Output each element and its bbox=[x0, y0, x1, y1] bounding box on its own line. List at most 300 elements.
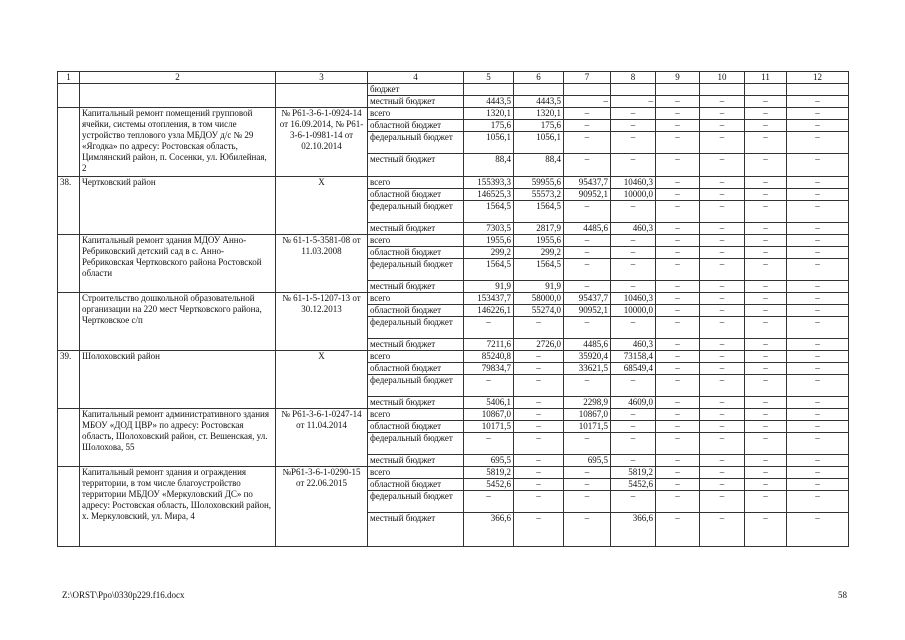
value-cell: – bbox=[700, 305, 745, 317]
document-cell bbox=[276, 84, 368, 108]
value-cell: 695,5 bbox=[464, 455, 514, 467]
table-row bbox=[58, 235, 849, 247]
header-col-1: 1 bbox=[58, 72, 80, 84]
object-description: Капитальный ремонт здания и ограждения территории, в том числе благоустройство территории МБДОУ «Меркуловский ДС» по адресу: Ростовская область, Шолоховский район, х. Меркуловский, ул. Мира, 4 bbox=[80, 467, 276, 547]
value-cell: – bbox=[656, 351, 700, 363]
value-cell: – bbox=[514, 317, 564, 339]
header-col-7: 7 bbox=[564, 72, 611, 84]
table-row bbox=[58, 108, 849, 120]
value-cell: – bbox=[611, 491, 656, 513]
value-cell: 1320,1 bbox=[514, 108, 564, 120]
value-cell: – bbox=[564, 96, 611, 108]
value-cell: – bbox=[464, 491, 514, 513]
value-cell: – bbox=[745, 363, 787, 375]
value-cell: – bbox=[564, 235, 611, 247]
value-cell: – bbox=[564, 259, 611, 281]
value-cell: – bbox=[514, 363, 564, 375]
value-cell: – bbox=[745, 375, 787, 397]
value-cell: – bbox=[464, 317, 514, 339]
funding-source: федеральный бюджет bbox=[368, 375, 464, 397]
value-cell: – bbox=[787, 467, 849, 479]
value-cell: – bbox=[700, 96, 745, 108]
value-cell: – bbox=[564, 108, 611, 120]
value-cell: – bbox=[611, 235, 656, 247]
value-cell bbox=[656, 84, 700, 96]
funding-source: местный бюджет bbox=[368, 154, 464, 177]
value-cell: 175,6 bbox=[464, 120, 514, 132]
row-number-cell: 38. bbox=[58, 177, 80, 235]
value-cell: – bbox=[656, 375, 700, 397]
value-cell: – bbox=[787, 409, 849, 421]
value-cell: – bbox=[745, 201, 787, 223]
value-cell: – bbox=[700, 317, 745, 339]
value-cell: 91,9 bbox=[464, 281, 514, 293]
value-cell: – bbox=[787, 317, 849, 339]
value-cell: – bbox=[700, 363, 745, 375]
value-cell: – bbox=[611, 317, 656, 339]
header-col-11: 11 bbox=[745, 72, 787, 84]
value-cell: – bbox=[700, 467, 745, 479]
value-cell: – bbox=[564, 433, 611, 455]
value-cell: – bbox=[787, 108, 849, 120]
value-cell: 10867,0 bbox=[464, 409, 514, 421]
value-cell: – bbox=[611, 247, 656, 259]
value-cell: 58000,0 bbox=[514, 293, 564, 305]
header-col-10: 10 bbox=[700, 72, 745, 84]
value-cell: 299,2 bbox=[514, 247, 564, 259]
value-cell: 55573,2 bbox=[514, 189, 564, 201]
value-cell: 1564,5 bbox=[514, 259, 564, 281]
value-cell: 5819,2 bbox=[611, 467, 656, 479]
value-cell: 4443,5 bbox=[514, 96, 564, 108]
value-cell: 73158,4 bbox=[611, 351, 656, 363]
value-cell: – bbox=[745, 433, 787, 455]
value-cell: 1564,5 bbox=[514, 201, 564, 223]
object-description: Капитальный ремонт здания МДОУ Анно-Ребриковский детский сад в с. Анно-Ребриковская Чертковского района Ростовской области bbox=[80, 235, 276, 293]
table-row bbox=[58, 84, 849, 96]
value-cell: 90952,1 bbox=[564, 189, 611, 201]
table-row bbox=[58, 177, 849, 189]
value-cell: – bbox=[514, 375, 564, 397]
value-cell: – bbox=[745, 479, 787, 491]
value-cell: – bbox=[700, 455, 745, 467]
value-cell: 35920,4 bbox=[564, 351, 611, 363]
budget-table bbox=[57, 71, 849, 547]
table-row bbox=[58, 467, 849, 479]
funding-source: местный бюджет bbox=[368, 455, 464, 467]
value-cell: – bbox=[656, 467, 700, 479]
value-cell: – bbox=[700, 409, 745, 421]
value-cell: 1056,1 bbox=[464, 132, 514, 154]
value-cell: – bbox=[656, 154, 700, 177]
header-col-8: 8 bbox=[611, 72, 656, 84]
funding-source: местный бюджет bbox=[368, 223, 464, 235]
funding-source: областной бюджет bbox=[368, 305, 464, 317]
value-cell: – bbox=[564, 317, 611, 339]
value-cell: 5452,6 bbox=[464, 479, 514, 491]
value-cell: – bbox=[514, 513, 564, 547]
value-cell: – bbox=[656, 201, 700, 223]
value-cell: – bbox=[745, 293, 787, 305]
value-cell: 1564,5 bbox=[464, 201, 514, 223]
value-cell bbox=[564, 84, 611, 96]
funding-source: местный бюджет bbox=[368, 281, 464, 293]
value-cell: – bbox=[745, 305, 787, 317]
value-cell: – bbox=[745, 247, 787, 259]
value-cell: – bbox=[514, 397, 564, 409]
value-cell: 4443,5 bbox=[464, 96, 514, 108]
row-number-cell bbox=[58, 235, 80, 293]
value-cell: – bbox=[564, 120, 611, 132]
funding-source: областной бюджет bbox=[368, 120, 464, 132]
value-cell bbox=[611, 84, 656, 96]
value-cell: 88,4 bbox=[514, 154, 564, 177]
value-cell: – bbox=[656, 491, 700, 513]
funding-source: всего bbox=[368, 108, 464, 120]
footer-file-path: Z:\ORST\Ppo\0330p229.f16.docx bbox=[62, 590, 185, 600]
value-cell: – bbox=[700, 421, 745, 433]
value-cell: 95437,7 bbox=[564, 293, 611, 305]
funding-source: федеральный бюджет bbox=[368, 201, 464, 223]
funding-source: федеральный бюджет bbox=[368, 491, 464, 513]
object-description: Капитальный ремонт административного здания МБОУ «ДОД ЦВР» по адресу: Ростовская область, Шолоховский район, ст. Вешенская, ул. Шолохова, 55 bbox=[80, 409, 276, 467]
value-cell bbox=[700, 84, 745, 96]
value-cell: – bbox=[700, 247, 745, 259]
funding-source: федеральный бюджет bbox=[368, 317, 464, 339]
value-cell: – bbox=[787, 259, 849, 281]
funding-source: всего bbox=[368, 177, 464, 189]
value-cell: 10867,0 bbox=[564, 409, 611, 421]
value-cell: – bbox=[700, 189, 745, 201]
funding-source: местный бюджет bbox=[368, 96, 464, 108]
value-cell: 95437,7 bbox=[564, 177, 611, 189]
value-cell: 7303,5 bbox=[464, 223, 514, 235]
header-col-5: 5 bbox=[464, 72, 514, 84]
value-cell: – bbox=[564, 491, 611, 513]
value-cell: – bbox=[656, 281, 700, 293]
funding-source: всего bbox=[368, 467, 464, 479]
value-cell bbox=[464, 84, 514, 96]
value-cell: 146525,3 bbox=[464, 189, 514, 201]
value-cell: 175,6 bbox=[514, 120, 564, 132]
value-cell: – bbox=[564, 201, 611, 223]
value-cell bbox=[787, 84, 849, 96]
funding-source: всего bbox=[368, 293, 464, 305]
value-cell: 366,6 bbox=[464, 513, 514, 547]
value-cell: 4485,6 bbox=[564, 223, 611, 235]
value-cell: – bbox=[611, 120, 656, 132]
value-cell: – bbox=[514, 479, 564, 491]
funding-source: всего bbox=[368, 409, 464, 421]
value-cell: – bbox=[700, 259, 745, 281]
value-cell: – bbox=[700, 397, 745, 409]
value-cell: – bbox=[700, 154, 745, 177]
value-cell: 4485,6 bbox=[564, 339, 611, 351]
value-cell: 79834,7 bbox=[464, 363, 514, 375]
value-cell: – bbox=[745, 351, 787, 363]
value-cell: 2726,0 bbox=[514, 339, 564, 351]
value-cell: – bbox=[787, 293, 849, 305]
table-row bbox=[58, 409, 849, 421]
value-cell: – bbox=[745, 339, 787, 351]
value-cell bbox=[514, 84, 564, 96]
value-cell: – bbox=[564, 375, 611, 397]
value-cell: – bbox=[656, 247, 700, 259]
value-cell: – bbox=[656, 455, 700, 467]
row-number-cell bbox=[58, 409, 80, 467]
value-cell: – bbox=[745, 223, 787, 235]
value-cell: – bbox=[700, 479, 745, 491]
header-col-4: 4 bbox=[368, 72, 464, 84]
value-cell: 146226,1 bbox=[464, 305, 514, 317]
value-cell: – bbox=[700, 281, 745, 293]
value-cell: – bbox=[745, 513, 787, 547]
value-cell: – bbox=[700, 132, 745, 154]
row-number-cell bbox=[58, 84, 80, 108]
value-cell: – bbox=[656, 513, 700, 547]
value-cell: – bbox=[787, 235, 849, 247]
value-cell: – bbox=[745, 421, 787, 433]
object-description: Капитальный ремонт помещений групповой ячейки, системы отопления, в том числе устройство теплового узла МБДОУ д/с № 29 «Ягодка» по адресу: Ростовская область, Цимлянский район, п. Сосенки, ул. Юбилейная, 2 bbox=[80, 108, 276, 177]
value-cell: 59955,6 bbox=[514, 177, 564, 189]
value-cell: – bbox=[564, 513, 611, 547]
value-cell: 1955,6 bbox=[464, 235, 514, 247]
value-cell: – bbox=[787, 433, 849, 455]
value-cell: – bbox=[656, 305, 700, 317]
document-number: № Р61-3-6-1-0247-14 от 11.04.2014 bbox=[276, 409, 368, 467]
value-cell: – bbox=[700, 339, 745, 351]
value-cell: 2817,9 bbox=[514, 223, 564, 235]
value-cell: – bbox=[745, 397, 787, 409]
value-cell: 10000,0 bbox=[611, 189, 656, 201]
value-cell: 85240,8 bbox=[464, 351, 514, 363]
value-cell: – bbox=[745, 120, 787, 132]
value-cell: – bbox=[656, 479, 700, 491]
value-cell: 10460,3 bbox=[611, 177, 656, 189]
value-cell: – bbox=[745, 491, 787, 513]
row-number-cell bbox=[58, 108, 80, 177]
value-cell: – bbox=[787, 201, 849, 223]
value-cell: – bbox=[656, 339, 700, 351]
value-cell: 695,5 bbox=[564, 455, 611, 467]
value-cell: 10171,5 bbox=[464, 421, 514, 433]
row-number-cell: 39. bbox=[58, 351, 80, 409]
value-cell: – bbox=[611, 108, 656, 120]
value-cell: – bbox=[787, 154, 849, 177]
funding-source: областной бюджет bbox=[368, 479, 464, 491]
value-cell: 460,3 bbox=[611, 339, 656, 351]
value-cell: – bbox=[564, 132, 611, 154]
value-cell: – bbox=[787, 339, 849, 351]
value-cell: – bbox=[656, 397, 700, 409]
value-cell: – bbox=[787, 375, 849, 397]
value-cell: – bbox=[611, 421, 656, 433]
document-number: Х bbox=[276, 177, 368, 235]
value-cell: – bbox=[745, 154, 787, 177]
value-cell: – bbox=[611, 96, 656, 108]
value-cell: – bbox=[514, 351, 564, 363]
value-cell: – bbox=[787, 397, 849, 409]
value-cell: – bbox=[700, 513, 745, 547]
value-cell: – bbox=[611, 259, 656, 281]
value-cell: – bbox=[745, 177, 787, 189]
value-cell: – bbox=[745, 259, 787, 281]
value-cell: – bbox=[787, 132, 849, 154]
value-cell: – bbox=[745, 455, 787, 467]
document-number: Х bbox=[276, 351, 368, 409]
header-col-9: 9 bbox=[656, 72, 700, 84]
value-cell: – bbox=[787, 247, 849, 259]
value-cell: – bbox=[787, 96, 849, 108]
funding-source: областной бюджет bbox=[368, 421, 464, 433]
value-cell: 1320,1 bbox=[464, 108, 514, 120]
value-cell: – bbox=[745, 96, 787, 108]
value-cell: – bbox=[656, 189, 700, 201]
value-cell: 91,9 bbox=[514, 281, 564, 293]
value-cell: 33621,5 bbox=[564, 363, 611, 375]
value-cell: – bbox=[700, 177, 745, 189]
value-cell: 10000,0 bbox=[611, 305, 656, 317]
value-cell: 7211,6 bbox=[464, 339, 514, 351]
value-cell: – bbox=[700, 491, 745, 513]
document-number: № 61-1-5-3581-08 от 11.03.2008 bbox=[276, 235, 368, 293]
value-cell: 5819,2 bbox=[464, 467, 514, 479]
value-cell: – bbox=[700, 235, 745, 247]
value-cell: – bbox=[656, 259, 700, 281]
value-cell: – bbox=[611, 433, 656, 455]
value-cell: – bbox=[700, 293, 745, 305]
funding-source: федеральный бюджет bbox=[368, 132, 464, 154]
value-cell: 68549,4 bbox=[611, 363, 656, 375]
funding-source: федеральный бюджет bbox=[368, 433, 464, 455]
header-col-6: 6 bbox=[514, 72, 564, 84]
header-col-2: 2 bbox=[80, 72, 276, 84]
value-cell: 155393,3 bbox=[464, 177, 514, 189]
value-cell: – bbox=[700, 120, 745, 132]
funding-source: всего bbox=[368, 235, 464, 247]
value-cell: – bbox=[656, 317, 700, 339]
value-cell: – bbox=[656, 421, 700, 433]
value-cell: – bbox=[564, 479, 611, 491]
value-cell: – bbox=[514, 467, 564, 479]
value-cell: – bbox=[787, 491, 849, 513]
document-number: № 61-1-5-1207-13 от 30.12.2013 bbox=[276, 293, 368, 351]
value-cell: 299,2 bbox=[464, 247, 514, 259]
row-number-cell bbox=[58, 467, 80, 547]
row-number-cell bbox=[58, 293, 80, 351]
value-cell: – bbox=[787, 120, 849, 132]
value-cell bbox=[745, 84, 787, 96]
funding-source: областной бюджет bbox=[368, 247, 464, 259]
value-cell: – bbox=[656, 120, 700, 132]
value-cell: – bbox=[700, 223, 745, 235]
value-cell: – bbox=[656, 108, 700, 120]
value-cell: – bbox=[564, 281, 611, 293]
header-row bbox=[58, 72, 849, 84]
value-cell: 10171,5 bbox=[564, 421, 611, 433]
value-cell: 90952,1 bbox=[564, 305, 611, 317]
value-cell: – bbox=[787, 351, 849, 363]
funding-source: всего bbox=[368, 351, 464, 363]
funding-source: областной бюджет bbox=[368, 189, 464, 201]
value-cell: – bbox=[745, 467, 787, 479]
value-cell: – bbox=[656, 363, 700, 375]
value-cell: – bbox=[787, 305, 849, 317]
value-cell: – bbox=[745, 235, 787, 247]
value-cell: – bbox=[700, 433, 745, 455]
funding-source: местный бюджет bbox=[368, 397, 464, 409]
value-cell: – bbox=[514, 433, 564, 455]
value-cell: 366,6 bbox=[611, 513, 656, 547]
value-cell: – bbox=[787, 189, 849, 201]
value-cell: – bbox=[611, 132, 656, 154]
value-cell: – bbox=[656, 235, 700, 247]
value-cell: – bbox=[787, 223, 849, 235]
value-cell: – bbox=[611, 455, 656, 467]
district-name: Шолоховский район bbox=[80, 351, 276, 409]
value-cell: 4609,0 bbox=[611, 397, 656, 409]
value-cell: – bbox=[787, 177, 849, 189]
funding-source: местный бюджет bbox=[368, 513, 464, 547]
funding-source: федеральный бюджет bbox=[368, 259, 464, 281]
header-col-12: 12 bbox=[787, 72, 849, 84]
value-cell: – bbox=[787, 513, 849, 547]
page-number: 58 bbox=[838, 590, 847, 600]
value-cell: – bbox=[787, 281, 849, 293]
value-cell: – bbox=[787, 455, 849, 467]
object-description: Строительство дошкольной образовательной организации на 220 мест Чертковского района, Чертковское с/п bbox=[80, 293, 276, 351]
value-cell: – bbox=[745, 317, 787, 339]
value-cell: – bbox=[700, 351, 745, 363]
value-cell: 55274,0 bbox=[514, 305, 564, 317]
value-cell: – bbox=[611, 281, 656, 293]
value-cell: 88,4 bbox=[464, 154, 514, 177]
table-row bbox=[58, 351, 849, 363]
value-cell: 10460,3 bbox=[611, 293, 656, 305]
value-cell: – bbox=[564, 467, 611, 479]
object-name-cell bbox=[80, 84, 276, 108]
value-cell: – bbox=[656, 96, 700, 108]
value-cell: 1056,1 bbox=[514, 132, 564, 154]
value-cell: – bbox=[611, 375, 656, 397]
document-number: №Р61-3-6-1-0290-15 от 22.06.2015 bbox=[276, 467, 368, 547]
value-cell: – bbox=[464, 375, 514, 397]
table-row bbox=[58, 293, 849, 305]
value-cell: – bbox=[611, 409, 656, 421]
value-cell: – bbox=[787, 479, 849, 491]
funding-source: областной бюджет bbox=[368, 363, 464, 375]
value-cell: – bbox=[745, 281, 787, 293]
value-cell: – bbox=[656, 433, 700, 455]
value-cell: 2298,9 bbox=[564, 397, 611, 409]
value-cell: – bbox=[656, 223, 700, 235]
value-cell: – bbox=[514, 455, 564, 467]
value-cell: 1564,5 bbox=[464, 259, 514, 281]
value-cell: 5452,6 bbox=[611, 479, 656, 491]
value-cell: – bbox=[514, 421, 564, 433]
value-cell: 1955,6 bbox=[514, 235, 564, 247]
value-cell: – bbox=[787, 363, 849, 375]
value-cell: – bbox=[464, 433, 514, 455]
header-col-3: 3 bbox=[276, 72, 368, 84]
value-cell: 5406,1 bbox=[464, 397, 514, 409]
value-cell: – bbox=[745, 409, 787, 421]
value-cell: – bbox=[611, 154, 656, 177]
value-cell: – bbox=[564, 247, 611, 259]
value-cell: – bbox=[564, 154, 611, 177]
value-cell: – bbox=[656, 132, 700, 154]
value-cell: – bbox=[514, 491, 564, 513]
